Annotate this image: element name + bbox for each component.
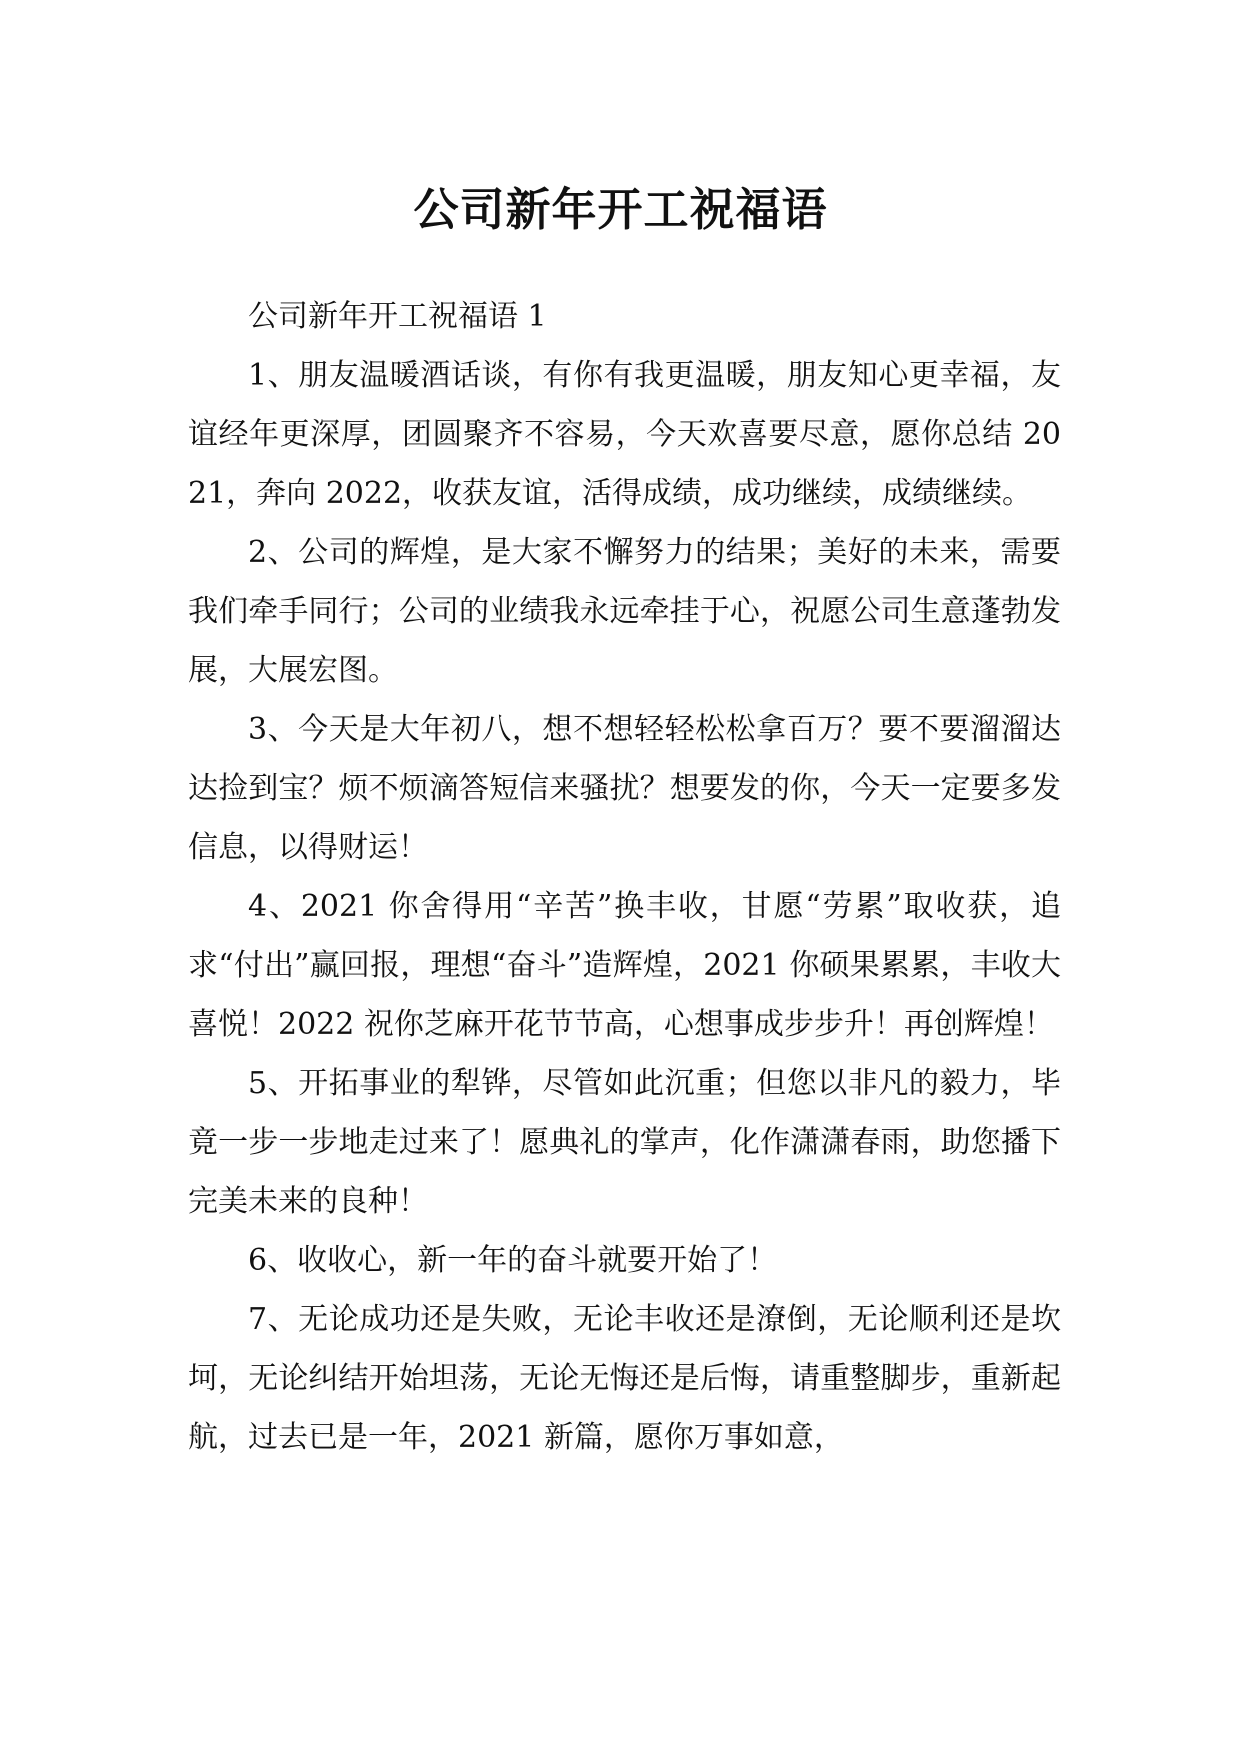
paragraph-1: 1、朋友温暖酒话谈，有你有我更温暖，朋友知心更幸福，友谊经年更深厚，团圆聚齐不容易，今天欢喜要尽意，愿你总结 2021，奔向 2022，收获友谊，活得成绩，成功继续，成绩继续。 — [188, 358, 1061, 511]
paragraph-3: 3、今天是大年初八，想不想轻轻松松拿百万？要不要溜溜达达捡到宝？烦不烦滴答短信来骚扰？想要发的你，今天一定要多发信息，以得财运！ — [188, 712, 1061, 865]
paragraph-5: 5、开拓事业的犁铧，尽管如此沉重；但您以非凡的毅力，毕竟一步一步地走过来了！愿典礼的掌声，化作潇潇春雨，助您播下完美未来的良种！ — [188, 1066, 1061, 1219]
section-heading: 公司新年开工祝福语 1 — [248, 299, 547, 334]
paragraph-7: 7、无论成功还是失败，无论丰收还是潦倒，无论顺利还是坎坷，无论纠结开始坦荡，无论无悔还是后悔，请重整脚步，重新起航，过去已是一年，2021 新篇，愿你万事如意， — [188, 1302, 1061, 1455]
document-body — [188, 287, 1061, 1467]
paragraph-4: 4、2021 你舍得用“辛苦”换丰收，甘愿“劳累”取收获，追求“付出”赢回报，理想“奋斗”造辉煌，2021 你硕果累累，丰收大喜悦！2022 祝你芝麻开花节节高，心想事成步步升！再创辉煌！ — [188, 889, 1061, 1042]
paragraph-6: 6、收收心，新一年的奋斗就要开始了！ — [248, 1243, 778, 1278]
document-title: 公司新年开工祝福语 — [413, 183, 828, 237]
paragraph-2: 2、公司的辉煌，是大家不懈努力的结果；美好的未来，需要我们牵手同行；公司的业绩我永远牵挂于心，祝愿公司生意蓬勃发展，大展宏图。 — [188, 535, 1061, 688]
